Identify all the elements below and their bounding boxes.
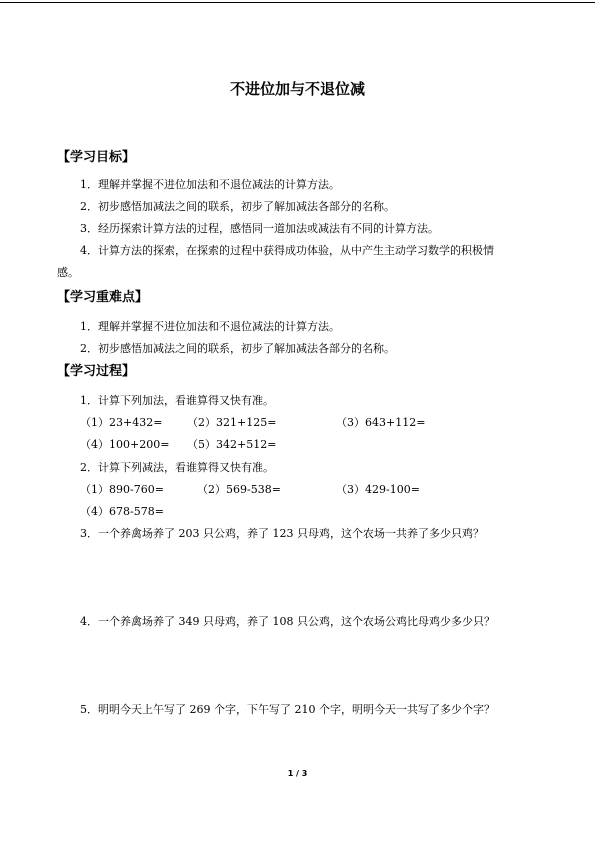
objective-item-1: 1．理解并掌握不进位加法和不退位减法的计算方法。 — [80, 178, 340, 191]
question-2-row-2 — [80, 503, 540, 519]
question-2-row-1 — [80, 481, 540, 497]
question-1-prompt: 1．计算下列加法，看谁算得又快有准。 — [80, 394, 274, 407]
section-heading-process: 【学习过程】 — [57, 364, 136, 379]
problem-item: （3）643+112= — [336, 416, 426, 429]
page-number: 1 / 3 — [287, 769, 308, 778]
key-point-item-2: 2．初步感悟加减法之间的联系，初步了解加减法各部分的名称。 — [80, 342, 395, 355]
objective-item-4: 4．计算方法的探索，在探索的过程中获得成功体验，从中产生主动学习数学的积极情 — [80, 244, 494, 257]
problem-item: （2）321+125= — [187, 416, 277, 429]
question-3: 3．一个养禽场养了 203 只公鸡，养了 123 只母鸡，这个农场一共养了多少只鸡？ — [80, 527, 484, 540]
section-heading-key-points: 【学习重难点】 — [57, 290, 149, 305]
question-1-row-1 — [80, 414, 540, 430]
problem-item: （4）100+200= — [80, 438, 170, 451]
objective-item-2: 2．初步感悟加减法之间的联系，初步了解加减法各部分的名称。 — [80, 200, 395, 213]
problem-item: （1）890-760= — [80, 483, 164, 496]
section-heading-objectives: 【学习目标】 — [57, 150, 136, 165]
question-4: 4．一个养禽场养了 349 只母鸡，养了 108 只公鸡，这个农场公鸡比母鸡少多少只？ — [80, 615, 495, 628]
objective-item-4-continued: 感。 — [57, 266, 79, 279]
question-1-row-2 — [80, 436, 540, 452]
key-point-item-1: 1．理解并掌握不进位加法和不退位减法的计算方法。 — [80, 320, 340, 333]
problem-item: （1）23+432= — [80, 416, 163, 429]
page-title: 不进位加与不退位减 — [229, 80, 365, 98]
header-rule — [0, 2, 595, 3]
question-2-prompt: 2．计算下列减法，看谁算得又快有准。 — [80, 461, 274, 474]
problem-item: （3）429-100= — [336, 483, 420, 496]
problem-item: （2）569-538= — [197, 483, 281, 496]
question-5: 5．明明今天上午写了 269 个字，下午写了 210 个字，明明今天一共写了多少个字？ — [80, 703, 495, 716]
objective-item-3: 3．经历探索计算方法的过程，感悟同一道加法或减法有不同的计算方法。 — [80, 222, 439, 235]
problem-item: （4）678-578= — [80, 505, 164, 518]
problem-item: （5）342+512= — [187, 438, 277, 451]
